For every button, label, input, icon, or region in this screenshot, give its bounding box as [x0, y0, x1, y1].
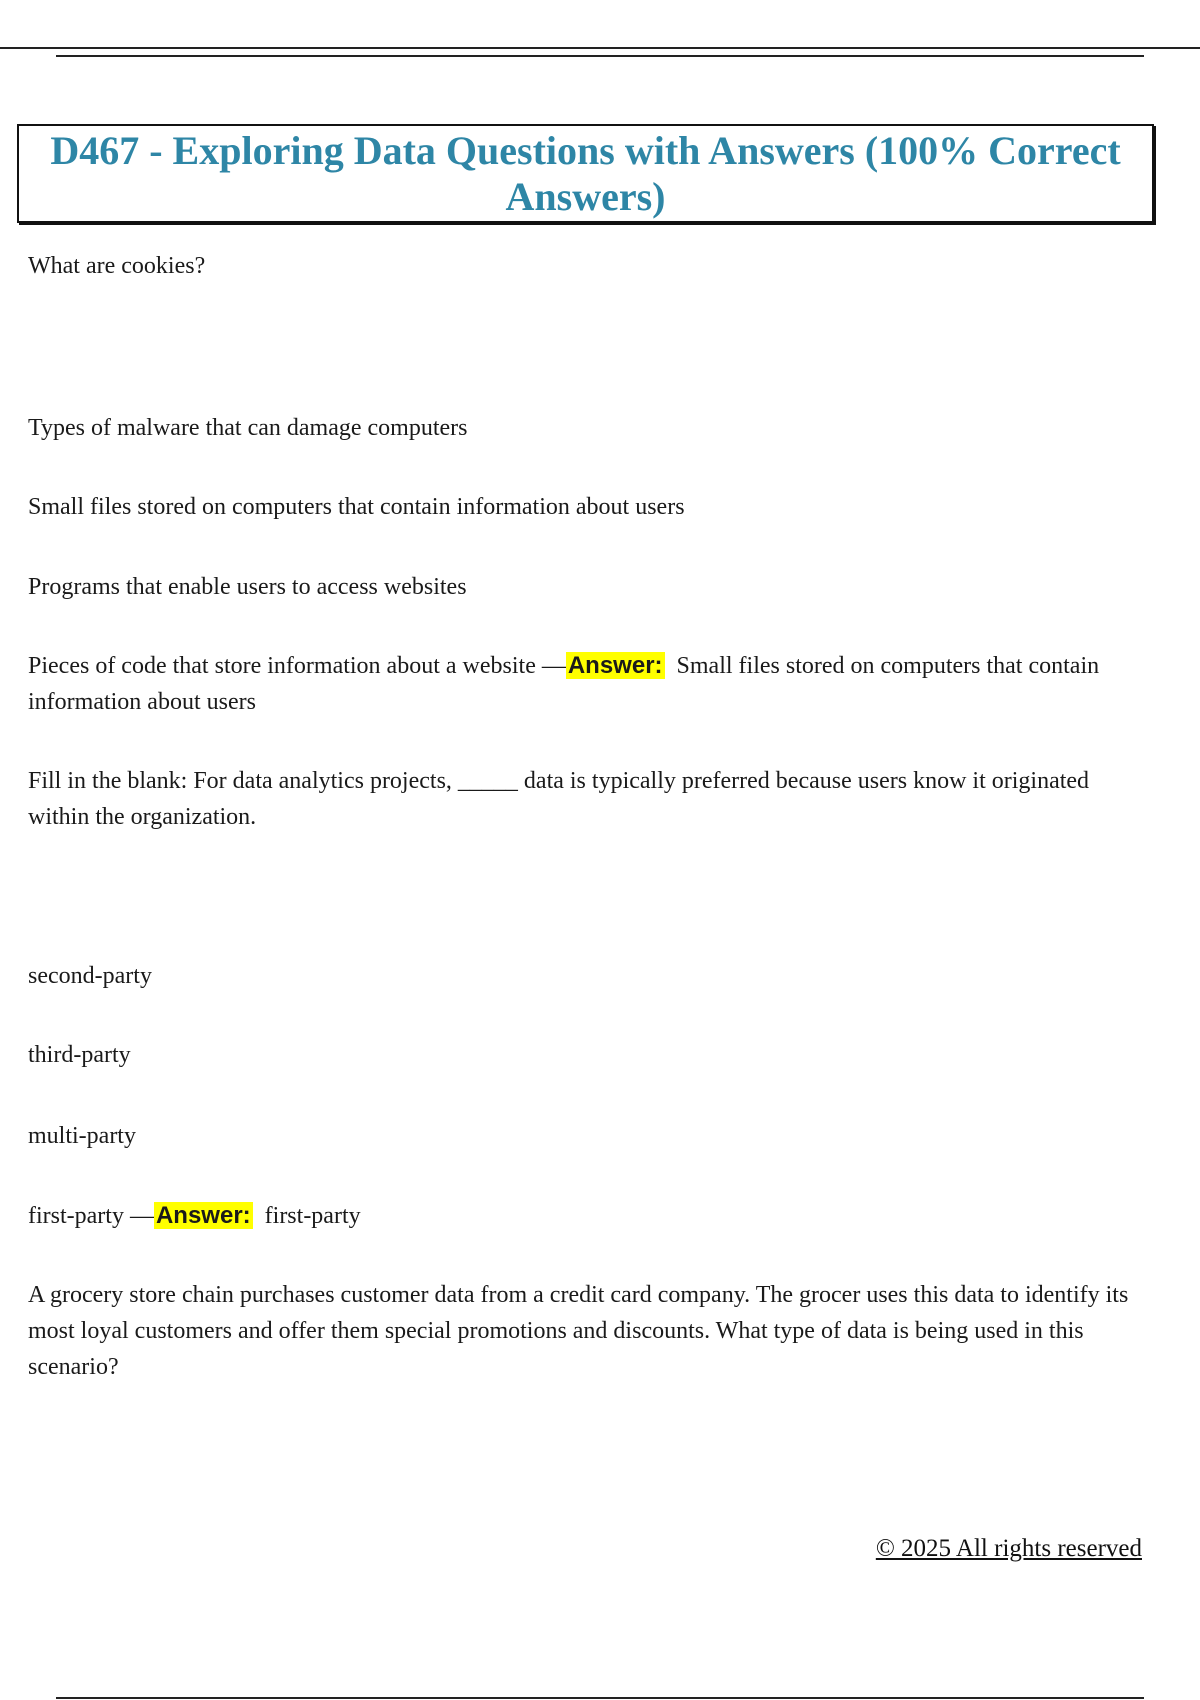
question-2-answer: first-party [264, 1203, 361, 1229]
header-rule-top [0, 47, 1200, 49]
question-3-prompt: A grocery store chain purchases customer data from a credit card company. The grocer uses this data to identify its most loyal customers and offer them special promotions and discounts. What type of data is being used in this scenario? [28, 1282, 1129, 1380]
question-2-option-4-with-answer [28, 1198, 1148, 1234]
footer-rule [56, 1697, 1144, 1699]
question-2-option-3: multi-party [28, 1123, 136, 1149]
question-1-answer: Small files stored on computers that contain information about users [28, 653, 1100, 715]
answer-label: Answer: [567, 652, 663, 679]
question-1-option-2: Small files stored on computers that contain information about users [28, 494, 685, 520]
question-2-prompt: Fill in the blank: For data analytics projects, _____ data is typically preferred because users know it originated within the organization. [28, 768, 1090, 830]
question-2-option-2: third-party [28, 1042, 131, 1068]
answer-label: Answer: [155, 1202, 251, 1229]
question-2-option-4: first-party — [28, 1203, 154, 1229]
question-1-option-4-with-answer [28, 648, 1148, 720]
header-rule-inner [56, 55, 1144, 57]
question-1-prompt: What are cookies? [28, 253, 206, 279]
question-2-option-1: second-party [28, 963, 152, 989]
title-box [17, 124, 1154, 223]
question-1-option-4: Pieces of code that store information about a website — [28, 653, 566, 679]
question-1-option-1: Types of malware that can damage computers [28, 415, 468, 441]
page-title: D467 - Exploring Data Questions with Answers (100% Correct Answers) [50, 127, 1121, 219]
copyright-footer: © 2025 All rights reserved [875, 1535, 1142, 1562]
question-1-option-3: Programs that enable users to access websites [28, 574, 467, 600]
